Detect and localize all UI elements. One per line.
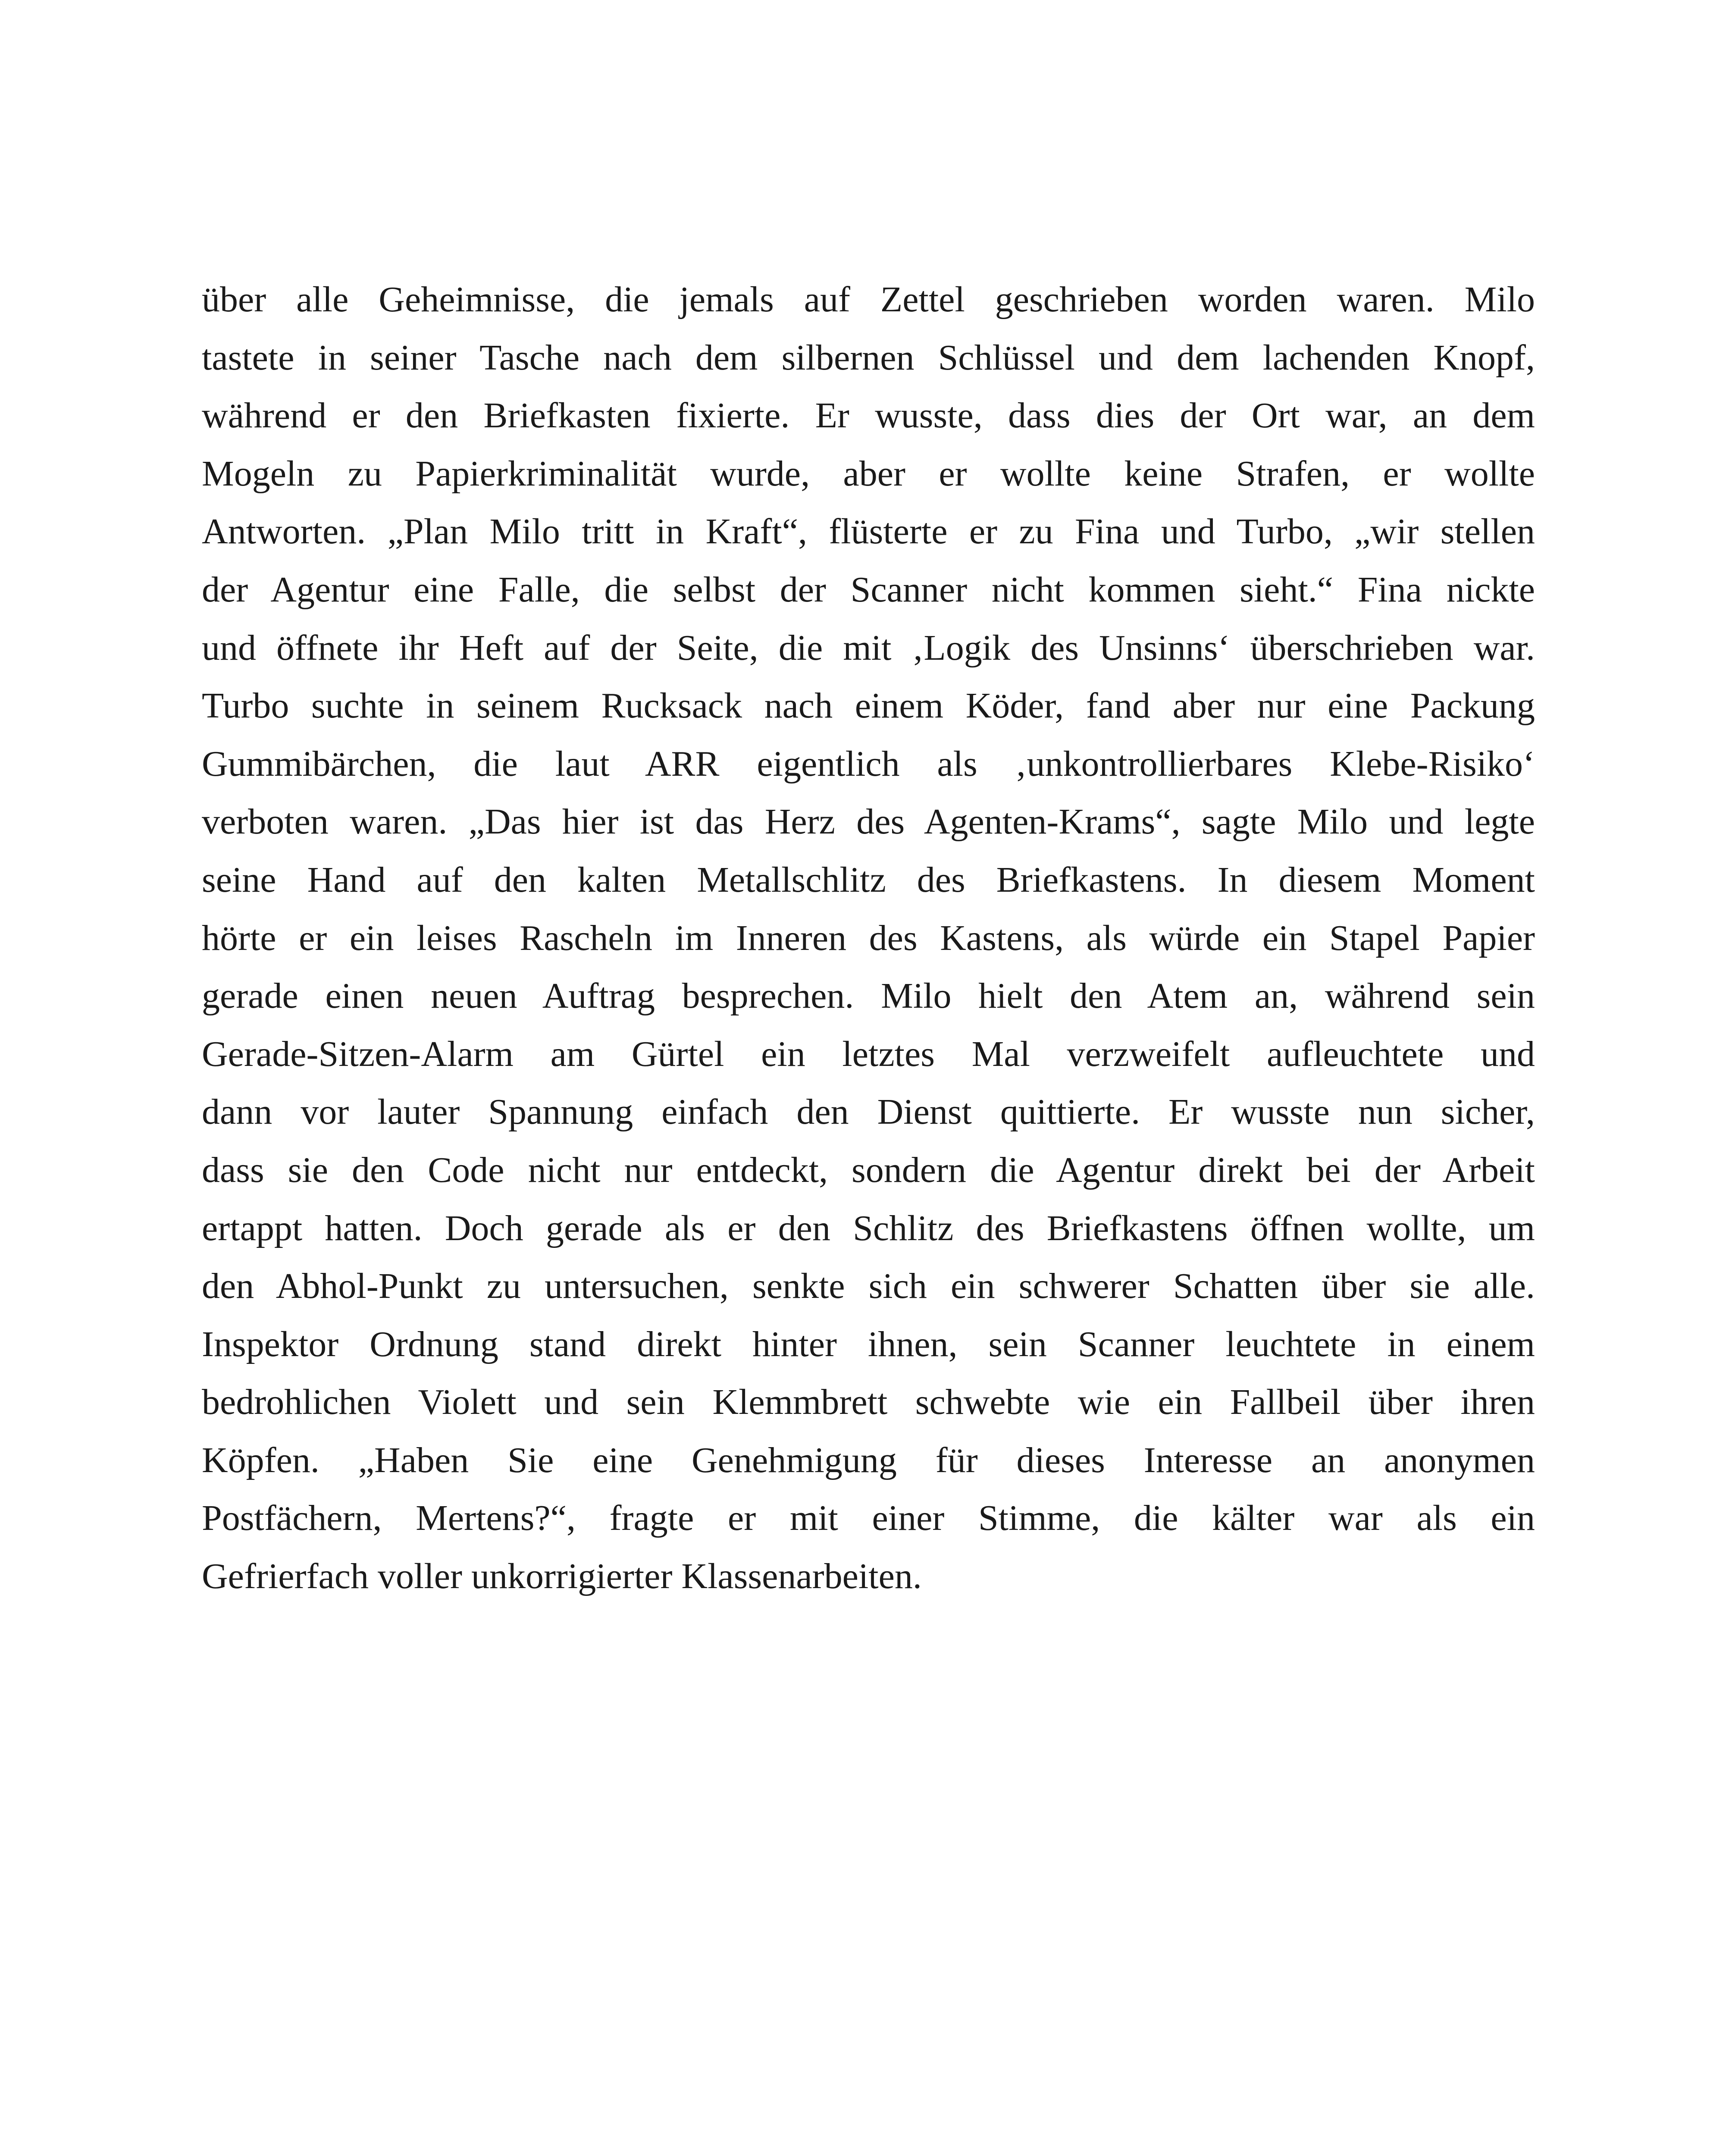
text-line: der Agentur eine Falle, die selbst der Scanner nicht kommen sieht.“ Fina nickte: [202, 569, 1535, 610]
text-line: Inspektor Ordnung stand direkt hinter ihnen, sein Scanner leuchtete in einem: [202, 1324, 1535, 1364]
text-line: seine Hand auf den kalten Metallschlitz des Briefkastens. In diesem Moment: [202, 859, 1535, 900]
text-line: Mogeln zu Papierkriminalität wurde, aber er wollte keine Strafen, er wollte: [202, 453, 1535, 494]
text-line: Postfächern, Mertens?“, fragte er mit einer Stimme, die kälter war als ein: [202, 1498, 1535, 1539]
text-line: Gummibärchen, die laut ARR eigentlich als ‚unkontrollierbares Klebe-Risiko‘: [202, 743, 1535, 784]
text-line: hörte er ein leises Rascheln im Inneren des Kastens, als würde ein Stapel Papier: [202, 918, 1535, 958]
text-line: Köpfen. „Haben Sie eine Genehmigung für dieses Interesse an anonymen: [202, 1440, 1535, 1480]
text-line: ertappt hatten. Doch gerade als er den Schlitz des Briefkastens öffnen wollte, um: [202, 1208, 1535, 1248]
text-line: dann vor lauter Spannung einfach den Dienst quittierte. Er wusste nun sicher,: [202, 1092, 1535, 1132]
text-line: und öffnete ihr Heft auf der Seite, die mit ‚Logik des Unsinns‘ überschrieben war.: [202, 627, 1535, 668]
text-line: den Abhol-Punkt zu untersuchen, senkte sich ein schwerer Schatten über sie alle.: [202, 1266, 1535, 1307]
text-line: dass sie den Code nicht nur entdeckt, sondern die Agentur direkt bei der Arbeit: [202, 1150, 1535, 1190]
text-line: über alle Geheimnisse, die jemals auf Zettel geschrieben worden waren. Milo: [202, 279, 1535, 320]
text-line-last: Gefrierfach voller unkorrigierter Klassenarbeiten.: [202, 1556, 922, 1597]
text-line: bedrohlichen Violett und sein Klemmbrett schwebte wie ein Fallbeil über ihren: [202, 1382, 1535, 1423]
text-line: gerade einen neuen Auftrag besprechen. Milo hielt den Atem an, während sein: [202, 976, 1535, 1016]
text-line: Turbo suchte in seinem Rucksack nach einem Köder, fand aber nur eine Packung: [202, 686, 1535, 726]
text-line: während er den Briefkasten fixierte. Er wusste, dass dies der Ort war, an dem: [202, 395, 1535, 436]
text-line: verboten waren. „Das hier ist das Herz des Agenten-Krams“, sagte Milo und legte: [202, 802, 1535, 842]
text-line: tastete in seiner Tasche nach dem silbernen Schlüssel und dem lachenden Knopf,: [202, 337, 1535, 378]
body-paragraph: [202, 271, 1535, 1606]
text-line: Antworten. „Plan Milo tritt in Kraft“, flüsterte er zu Fina und Turbo, „wir stellen: [202, 511, 1535, 552]
text-line: Gerade-Sitzen-Alarm am Gürtel ein letztes Mal verzweifelt aufleuchtete und: [202, 1034, 1535, 1074]
